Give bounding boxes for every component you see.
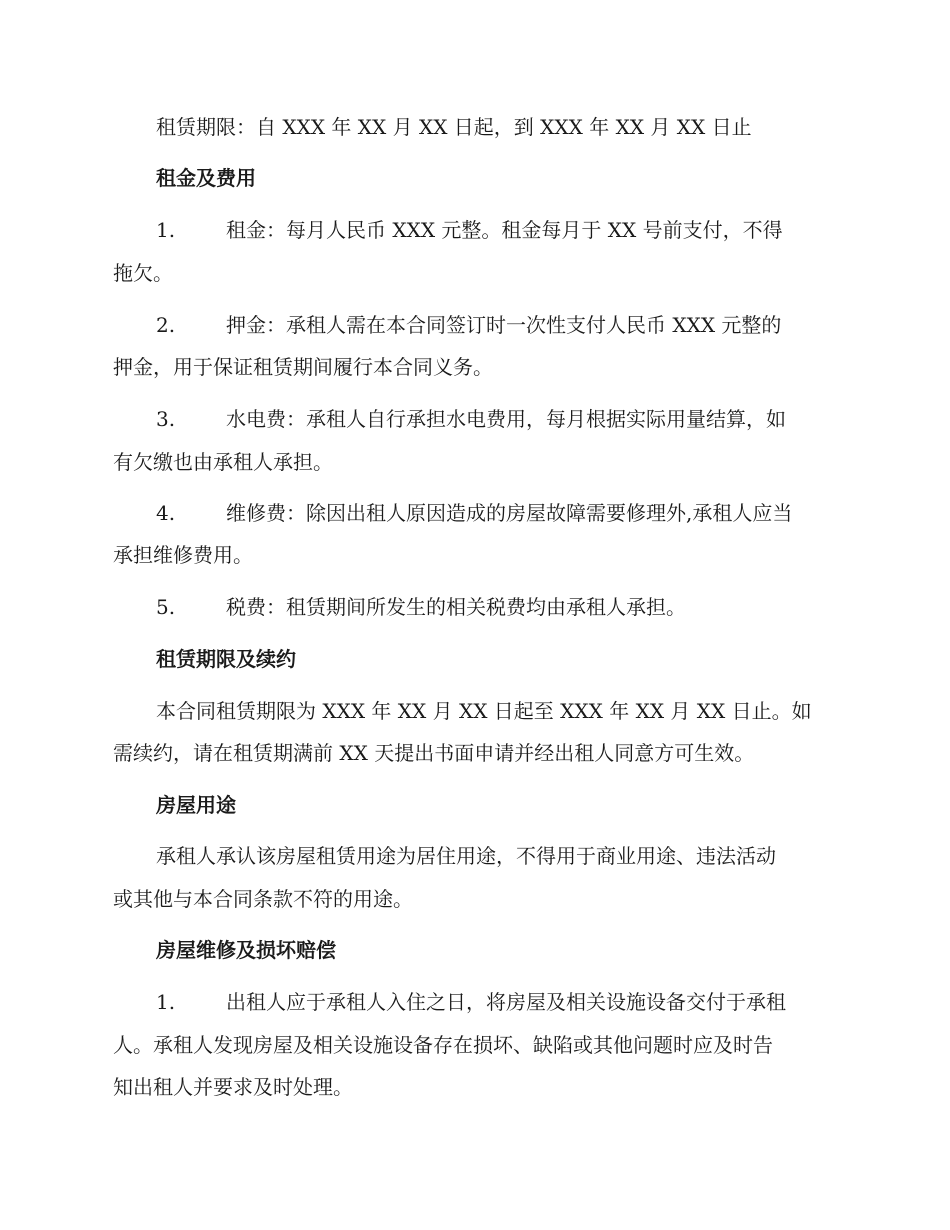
section-heading-usage: 房屋用途	[156, 793, 236, 817]
rent-item-text: 租金：每月人民币 XXX 元整。租金每月于 XX 号前支付，不得	[226, 218, 783, 242]
usage-text: 承租人承认该房屋租赁用途为居住用途，不得用于商业用途、违法活动	[156, 844, 776, 868]
deposit-item-text-cont: 押金，用于保证租赁期间履行本合同义务。	[113, 355, 493, 379]
tax-item-text: 税费：租赁期间所发生的相关税费均由承租人承担。	[226, 595, 686, 619]
maintenance-fee-item-text-cont: 承担维修费用。	[113, 543, 253, 567]
section-heading-rent-fees: 租金及费用	[156, 166, 256, 190]
maintenance-fee-item-text: 维修费：除因出租人原因造成的房屋故障需要修理外,承租人应当	[226, 501, 793, 525]
deposit-item-text: 押金：承租人需在本合同签订时一次性支付人民币 XXX 元整的	[226, 313, 782, 337]
term-renewal-text-cont: 需续约，请在租赁期满前 XX 天提出书面申请并经出租人同意方可生效。	[113, 741, 755, 765]
item-number: 5.	[156, 595, 176, 619]
utilities-item-text: 水电费：承租人自行承担水电费用，每月根据实际用量结算，如	[226, 407, 786, 431]
item-number: 4.	[156, 501, 176, 525]
repair-item-text-cont: 人。承租人发现房屋及相关设施设备存在损坏、缺陷或其他问题时应及时告	[113, 1033, 773, 1057]
item-number: 3.	[156, 407, 176, 431]
utilities-item-text-cont: 有欠缴也由承租人承担。	[113, 450, 333, 474]
item-number: 1.	[156, 218, 176, 242]
usage-text-cont: 或其他与本合同条款不符的用途。	[113, 887, 413, 911]
term-renewal-text: 本合同租赁期限为 XXX 年 XX 月 XX 日起至 XXX 年 XX 月 XX 日止。如	[156, 699, 812, 723]
section-heading-repair: 房屋维修及损坏赔偿	[156, 938, 336, 962]
repair-item-text-cont: 知出租人并要求及时处理。	[113, 1075, 353, 1099]
item-number: 1.	[156, 990, 176, 1014]
lease-term-line: 租赁期限：自 XXX 年 XX 月 XX 日起，到 XXX 年 XX 月 XX 日止	[156, 115, 752, 139]
repair-item-text: 出租人应于承租人入住之日，将房屋及相关设施设备交付于承租	[226, 990, 786, 1014]
section-heading-term-renewal: 租赁期限及续约	[156, 647, 296, 671]
rent-item-text-cont: 拖欠。	[113, 261, 173, 285]
item-number: 2.	[156, 313, 176, 337]
